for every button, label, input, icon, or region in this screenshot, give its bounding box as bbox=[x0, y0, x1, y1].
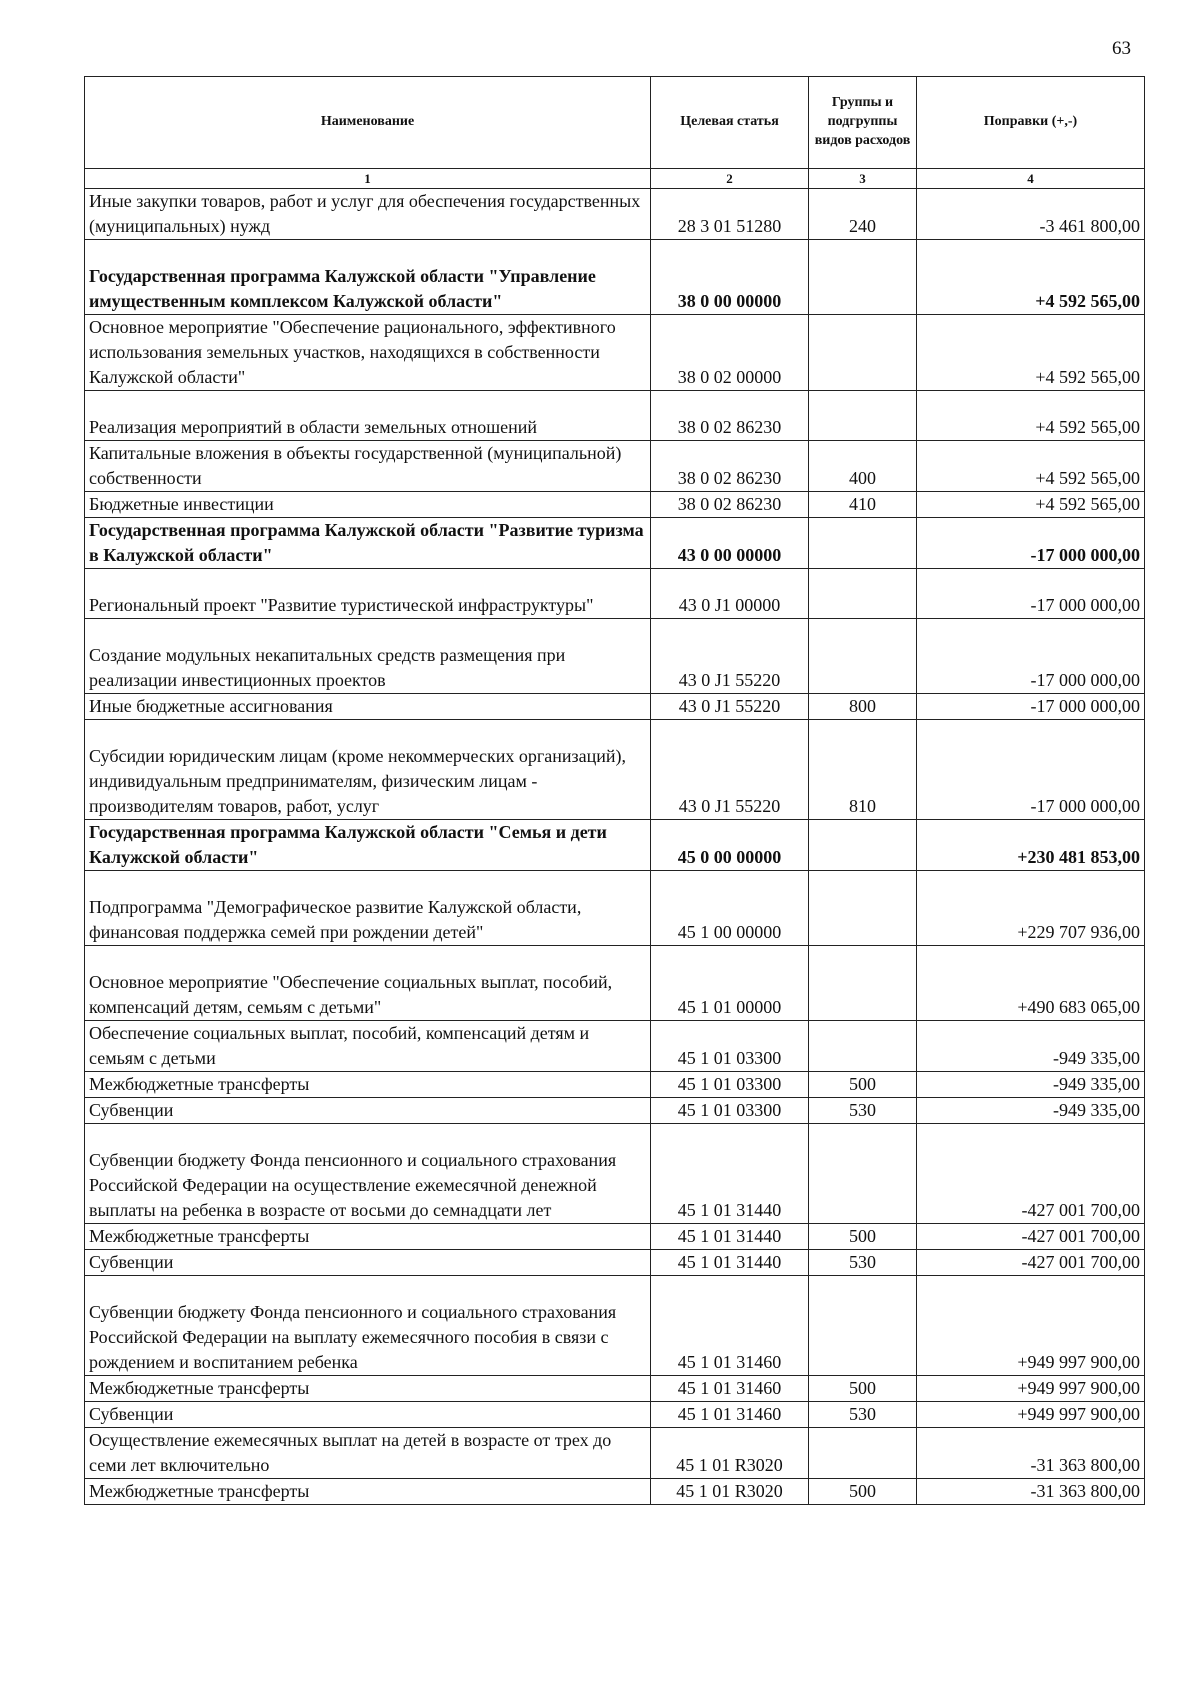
row-expense-group: 800 bbox=[809, 694, 917, 720]
row-amount: -17 000 000,00 bbox=[917, 619, 1145, 694]
row-expense-group: 530 bbox=[809, 1402, 917, 1428]
row-target-article: 45 1 01 R3020 bbox=[651, 1479, 809, 1505]
table-row bbox=[85, 871, 1145, 946]
row-name: Межбюджетные трансферты bbox=[85, 1479, 651, 1505]
row-amount: -949 335,00 bbox=[917, 1098, 1145, 1124]
row-name: Осуществление ежемесячных выплат на детей в возрасте от трех до семи лет включительно bbox=[85, 1428, 651, 1479]
table-row bbox=[85, 240, 1145, 315]
row-amount: -427 001 700,00 bbox=[917, 1250, 1145, 1276]
row-name: Бюджетные инвестиции bbox=[85, 492, 651, 518]
table-row bbox=[85, 720, 1145, 820]
row-target-article: 45 1 01 00000 bbox=[651, 946, 809, 1021]
row-name: Государственная программа Калужской области "Управление имущественным комплексом Калужской области" bbox=[85, 240, 651, 315]
row-target-article: 38 0 00 00000 bbox=[651, 240, 809, 315]
row-target-article: 43 0 J1 00000 bbox=[651, 569, 809, 619]
row-amount: -31 363 800,00 bbox=[917, 1479, 1145, 1505]
row-name: Субвенции bbox=[85, 1402, 651, 1428]
row-expense-group bbox=[809, 518, 917, 569]
row-amount: +949 997 900,00 bbox=[917, 1402, 1145, 1428]
row-target-article: 45 1 00 00000 bbox=[651, 871, 809, 946]
row-target-article: 45 0 00 00000 bbox=[651, 820, 809, 871]
table-row bbox=[85, 946, 1145, 1021]
row-name: Субвенции bbox=[85, 1250, 651, 1276]
row-expense-group: 500 bbox=[809, 1479, 917, 1505]
header-group: Группы и подгруппы видов расходов bbox=[809, 77, 917, 169]
table-row bbox=[85, 441, 1145, 492]
table-row bbox=[85, 1402, 1145, 1428]
row-target-article: 43 0 00 00000 bbox=[651, 518, 809, 569]
row-target-article: 38 0 02 86230 bbox=[651, 441, 809, 492]
row-expense-group bbox=[809, 1428, 917, 1479]
row-target-article: 45 1 01 31460 bbox=[651, 1402, 809, 1428]
table-row bbox=[85, 189, 1145, 240]
row-amount: -427 001 700,00 bbox=[917, 1124, 1145, 1224]
row-target-article: 28 3 01 51280 bbox=[651, 189, 809, 240]
row-name: Подпрограмма "Демографическое развитие Калужской области, финансовая поддержка семей при рождении детей" bbox=[85, 871, 651, 946]
row-expense-group: 500 bbox=[809, 1376, 917, 1402]
row-name: Субвенции бюджету Фонда пенсионного и социального страхования Российской Федерации на осуществление ежемесячной денежной выплаты на ребенка в возрасте от восьми до семнадцати лет bbox=[85, 1124, 651, 1224]
row-target-article: 43 0 J1 55220 bbox=[651, 619, 809, 694]
row-amount: +4 592 565,00 bbox=[917, 492, 1145, 518]
row-target-article: 45 1 01 31440 bbox=[651, 1124, 809, 1224]
row-name: Иные бюджетные ассигнования bbox=[85, 694, 651, 720]
row-target-article: 43 0 J1 55220 bbox=[651, 694, 809, 720]
table-row bbox=[85, 518, 1145, 569]
header-amount: Поправки (+,-) bbox=[917, 77, 1145, 169]
table-row bbox=[85, 1376, 1145, 1402]
row-target-article: 45 1 01 31460 bbox=[651, 1276, 809, 1376]
row-expense-group bbox=[809, 619, 917, 694]
row-name: Основное мероприятие "Обеспечение социальных выплат, пособий, компенсаций детям, семьям с детьми" bbox=[85, 946, 651, 1021]
row-amount: -17 000 000,00 bbox=[917, 569, 1145, 619]
column-number: 2 bbox=[651, 169, 809, 189]
row-expense-group bbox=[809, 315, 917, 391]
table-row bbox=[85, 694, 1145, 720]
table-row bbox=[85, 619, 1145, 694]
row-name: Субсидии юридическим лицам (кроме некоммерческих организаций), индивидуальным предпринимателям, физическим лицам - производителям товаров, работ, услуг bbox=[85, 720, 651, 820]
table-body bbox=[85, 189, 1145, 1505]
row-name: Создание модульных некапитальных средств размещения при реализации инвестиционных проектов bbox=[85, 619, 651, 694]
row-expense-group bbox=[809, 1124, 917, 1224]
row-amount: +4 592 565,00 bbox=[917, 240, 1145, 315]
row-target-article: 38 0 02 86230 bbox=[651, 492, 809, 518]
row-expense-group bbox=[809, 240, 917, 315]
table-row bbox=[85, 1072, 1145, 1098]
column-number: 1 bbox=[85, 169, 651, 189]
row-name: Обеспечение социальных выплат, пособий, компенсаций детям и семьям с детьми bbox=[85, 1021, 651, 1072]
row-expense-group: 400 bbox=[809, 441, 917, 492]
row-expense-group bbox=[809, 820, 917, 871]
row-expense-group bbox=[809, 1276, 917, 1376]
row-name: Региональный проект "Развитие туристической инфраструктуры" bbox=[85, 569, 651, 619]
row-name: Иные закупки товаров, работ и услуг для обеспечения государственных (муниципальных) нужд bbox=[85, 189, 651, 240]
row-target-article: 45 1 01 31460 bbox=[651, 1376, 809, 1402]
row-target-article: 45 1 01 R3020 bbox=[651, 1428, 809, 1479]
table-row bbox=[85, 1098, 1145, 1124]
table-row bbox=[85, 569, 1145, 619]
row-amount: -427 001 700,00 bbox=[917, 1224, 1145, 1250]
row-expense-group: 500 bbox=[809, 1224, 917, 1250]
row-amount: +4 592 565,00 bbox=[917, 315, 1145, 391]
column-number: 4 bbox=[917, 169, 1145, 189]
row-amount: -17 000 000,00 bbox=[917, 694, 1145, 720]
row-amount: -17 000 000,00 bbox=[917, 720, 1145, 820]
table-row bbox=[85, 492, 1145, 518]
row-expense-group bbox=[809, 1021, 917, 1072]
row-expense-group bbox=[809, 946, 917, 1021]
row-expense-group bbox=[809, 871, 917, 946]
table-row bbox=[85, 1479, 1145, 1505]
row-target-article: 45 1 01 31440 bbox=[651, 1224, 809, 1250]
budget-amendments-table bbox=[84, 76, 1145, 1505]
row-target-article: 45 1 01 03300 bbox=[651, 1098, 809, 1124]
table-header-row bbox=[85, 77, 1145, 169]
row-amount: -949 335,00 bbox=[917, 1021, 1145, 1072]
row-name: Государственная программа Калужской области "Развитие туризма в Калужской области" bbox=[85, 518, 651, 569]
row-name: Основное мероприятие "Обеспечение рационального, эффективного использования земельных участков, находящихся в собственности Калужской области" bbox=[85, 315, 651, 391]
row-target-article: 45 1 01 31440 bbox=[651, 1250, 809, 1276]
row-name: Межбюджетные трансферты bbox=[85, 1224, 651, 1250]
table-row bbox=[85, 315, 1145, 391]
row-expense-group: 500 bbox=[809, 1072, 917, 1098]
column-number: 3 bbox=[809, 169, 917, 189]
row-expense-group bbox=[809, 569, 917, 619]
page-number: 63 bbox=[1112, 38, 1131, 59]
row-name: Межбюджетные трансферты bbox=[85, 1376, 651, 1402]
table-row bbox=[85, 1250, 1145, 1276]
row-target-article: 45 1 01 03300 bbox=[651, 1072, 809, 1098]
row-name: Субвенции бюджету Фонда пенсионного и социального страхования Российской Федерации на выплату ежемесячного пособия в связи с рождением и воспитанием ребенка bbox=[85, 1276, 651, 1376]
table-row bbox=[85, 820, 1145, 871]
row-amount: +229 707 936,00 bbox=[917, 871, 1145, 946]
row-amount: -31 363 800,00 bbox=[917, 1428, 1145, 1479]
table-row bbox=[85, 1124, 1145, 1224]
table-row bbox=[85, 1428, 1145, 1479]
column-number-row bbox=[85, 169, 1145, 189]
table-row bbox=[85, 1021, 1145, 1072]
row-expense-group: 240 bbox=[809, 189, 917, 240]
table-row bbox=[85, 1276, 1145, 1376]
row-name: Реализация мероприятий в области земельных отношений bbox=[85, 391, 651, 441]
row-amount: +490 683 065,00 bbox=[917, 946, 1145, 1021]
row-expense-group: 530 bbox=[809, 1098, 917, 1124]
row-name: Межбюджетные трансферты bbox=[85, 1072, 651, 1098]
row-amount: +4 592 565,00 bbox=[917, 441, 1145, 492]
row-target-article: 43 0 J1 55220 bbox=[651, 720, 809, 820]
row-amount: +4 592 565,00 bbox=[917, 391, 1145, 441]
row-target-article: 45 1 01 03300 bbox=[651, 1021, 809, 1072]
row-name: Субвенции bbox=[85, 1098, 651, 1124]
row-target-article: 38 0 02 86230 bbox=[651, 391, 809, 441]
row-expense-group: 810 bbox=[809, 720, 917, 820]
table-row bbox=[85, 1224, 1145, 1250]
row-amount: -17 000 000,00 bbox=[917, 518, 1145, 569]
row-target-article: 38 0 02 00000 bbox=[651, 315, 809, 391]
header-name: Наименование bbox=[85, 77, 651, 169]
row-amount: +949 997 900,00 bbox=[917, 1276, 1145, 1376]
row-expense-group: 530 bbox=[809, 1250, 917, 1276]
header-article: Целевая статья bbox=[651, 77, 809, 169]
row-amount: +949 997 900,00 bbox=[917, 1376, 1145, 1402]
row-expense-group: 410 bbox=[809, 492, 917, 518]
row-name: Государственная программа Калужской области "Семья и дети Калужской области" bbox=[85, 820, 651, 871]
row-name: Капитальные вложения в объекты государственной (муниципальной) собственности bbox=[85, 441, 651, 492]
row-amount: -949 335,00 bbox=[917, 1072, 1145, 1098]
row-amount: +230 481 853,00 bbox=[917, 820, 1145, 871]
table-row bbox=[85, 391, 1145, 441]
row-amount: -3 461 800,00 bbox=[917, 189, 1145, 240]
row-expense-group bbox=[809, 391, 917, 441]
